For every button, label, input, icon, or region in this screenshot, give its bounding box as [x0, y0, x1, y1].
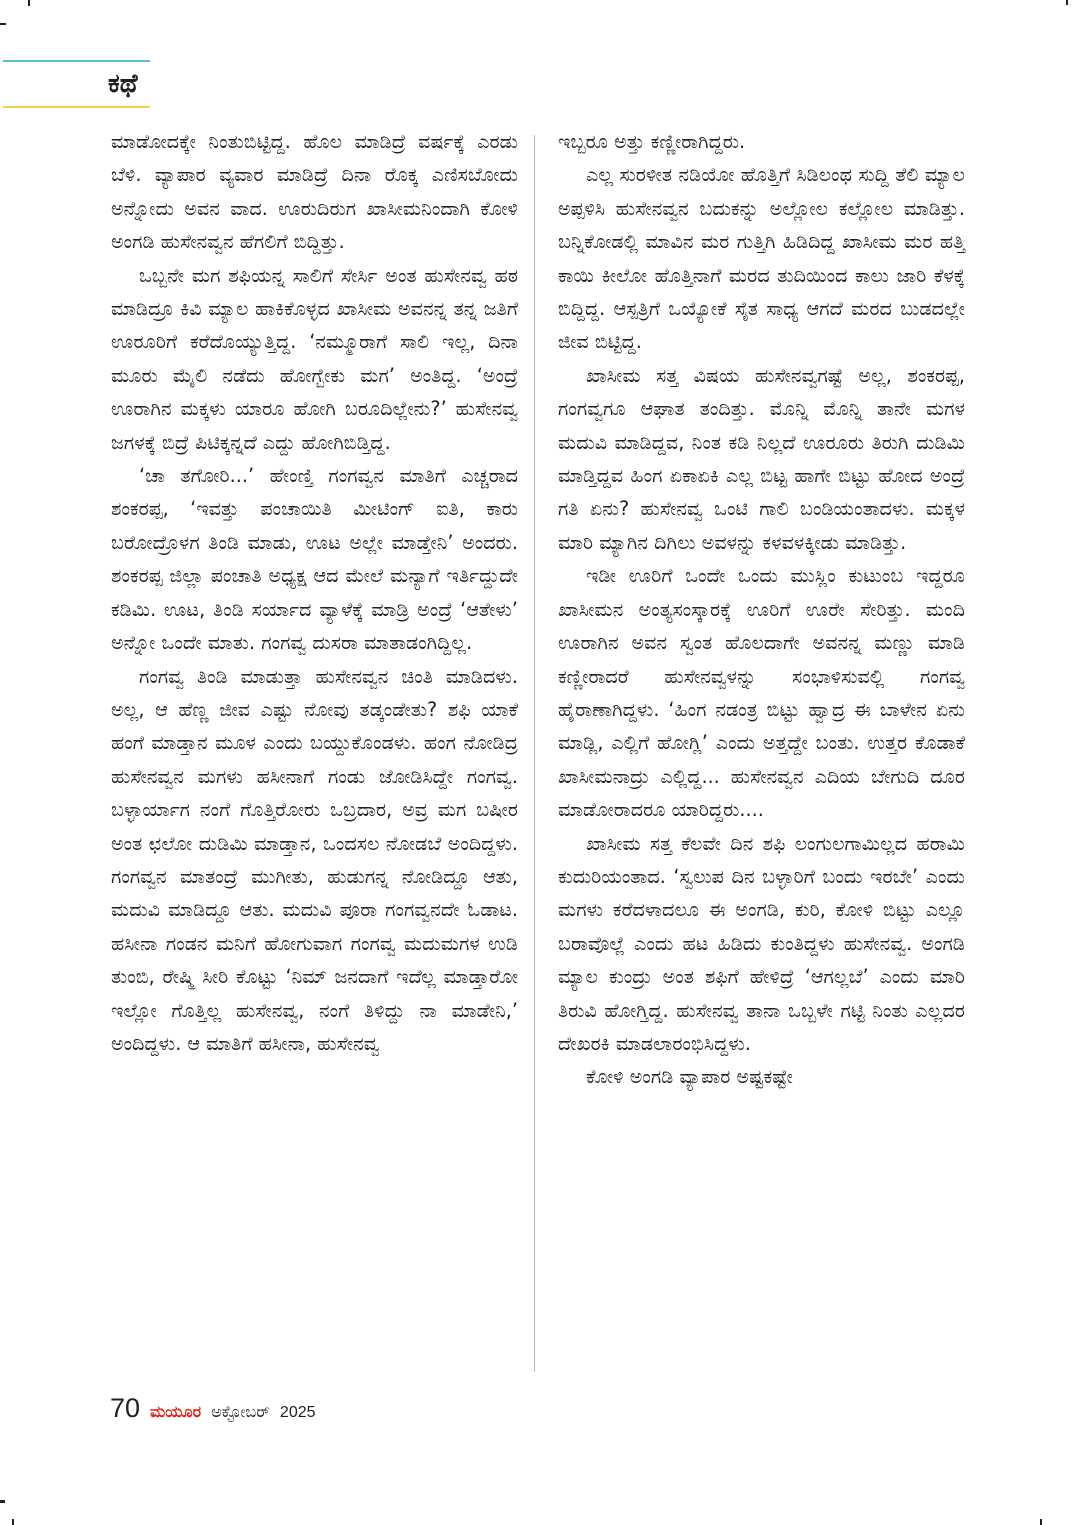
paragraph: ಖಾಸೀಮ ಸತ್ತ ವಿಷಯ ಹುಸೇನವ್ವಗಷ್ಟೆ ಅಲ್ಲ, ಶಂಕರಪ್ಪ, ಗಂಗವ್ವಗೂ ಆಘಾತ ತಂದಿತ್ತು. ಮೊನ್ನಿ ಮೊನ್ನಿ ತಾನೇ ಮಗಳ ಮದುವಿ ಮಾಡಿದ್ದವ, ನಿಂತ ಕಡಿ ನಿಲ್ಲದೆ ಊರೂರು ತಿರುಗಿ ದುಡಿಮಿ ಮಾಡ್ತಿದ್ದವ ಹಿಂಗ ಏಕಾಏಕಿ ಎಲ್ಲ ಬಿಟ್ಟ ಹಾಗೇ ಬಿಟ್ಟು ಹೋದ ಅಂದ್ರೆ ಗತಿ ಏನು? ಹುಸೇನವ್ವ ಒಂಟಿ ಗಾಲಿ ಬಂಡಿಯಂತಾದಳು. ಮಕ್ಕಳ ಮಾರಿ ಮ್ಯಾಗಿನ ದಿಗಿಲು ಅವಳನ್ನು ಕಳವಳಕ್ಕೀಡು ಮಾಡಿತ್ತು. [558, 363, 965, 554]
paragraph: ಒಬ್ಬನೇ ಮಗ ಶಫಿಯನ್ನ ಸಾಲಿಗೆ ಸೇರ್ಸಿ ಅಂತ ಹುಸೇನವ್ವ ಹಠ ಮಾಡಿದ್ರೂ ಕಿವಿ ಮ್ಯಾಲ ಹಾಕಿಕೊಳ್ಳದ ಖಾಸೀಮ ಅವನನ್ನ ತನ್ನ ಜತಿಗೆ ಊರೂರಿಗೆ ಕರೆದೊಯ್ಯುತ್ತಿದ್ದ. ‘ನಮ್ಮೂರಾಗೆ ಸಾಲಿ ಇಲ್ಲ, ದಿನಾ ಮೂರು ಮೈಲಿ ನಡೆದು ಹೋಗ್ಬೇಕು ಮಗ’ ಅಂತಿದ್ದ. ‘ಅಂದ್ರೆ ಊರಾಗಿನ ಮಕ್ಕಳು ಯಾರೂ ಹೋಗಿ ಬರೂದಿಲ್ಲೇನು?’ ಹುಸೇನವ್ವ ಜಗಳಕ್ಕೆ ಬಿದ್ರೆ ಪಿಟಿಕ್ಕನ್ನದೆ ಎದ್ದು ಹೋಗಿಬಿಡ್ತಿದ್ದ. [111, 263, 518, 454]
section-title: ಕಥೆ [108, 69, 138, 99]
paragraph: ಮಾಡೋದಕ್ಕೇ ನಿಂತುಬಿಟ್ಟಿದ್ದ. ಹೊಲ ಮಾಡಿದ್ರೆ ವರ್ಷಕ್ಕೆ ಎರಡು ಬೆಳಿ. ವ್ಯಾಪಾರ ವ್ಯವಾರ ಮಾಡಿದ್ರೆ ದಿನಾ ರೊಕ್ಕ ಎಣಿಸಬೋದು ಅನ್ನೋದು ಅವನ ವಾದ. ಊರುದಿರುಗ ಖಾಸೀಮನಿಂದಾಗಿ ಕೋಳಿ ಅಂಗಡಿ ಹುಸೇನವ್ವನ ಹೆಗಲಿಗೆ ಬಿದ್ದಿತ್ತು. [111, 130, 518, 254]
crop-mark-bottom-right-vertical [1040, 1519, 1042, 1525]
left-column [111, 125, 518, 1060]
paragraph: ಇಬ್ಬರೂ ಅತ್ತು ಕಣ್ಣೀರಾಗಿದ್ದರು. [558, 130, 746, 153]
header-rule-bottom [3, 106, 150, 108]
paragraph: ಇಡೀ ಊರಿಗೆ ಒಂದೇ ಒಂದು ಮುಸ್ಲಿಂ ಕುಟುಂಬ ಇದ್ದರೂ ಖಾಸೀಮನ ಅಂತ್ಯಸಂಸ್ಕಾರಕ್ಕೆ ಊರಿಗೆ ಊರೇ ಸೇರಿತ್ತು. ಮಂದಿ ಊರಾಗಿನ ಅವನ ಸ್ವಂತ ಹೊಲದಾಗೇ ಅವನನ್ನ ಮಣ್ಣು ಮಾಡಿ ಕಣ್ಣೀರಾದರೆ ಹುಸೇನವ್ವಳನ್ನು ಸಂಭಾಳಿಸುವಲ್ಲಿ ಗಂಗವ್ವ ಹೈರಾಣಾಗಿದ್ದಳು. ‘ಹಿಂಗ ನಡಂತ್ರ ಬಿಟ್ಟು ಹ್ವಾದ್ರ ಈ ಬಾಳೇನ ಏನು ಮಾಡ್ಲಿ, ಎಲ್ಲಿಗೆ ಹೋಗ್ಲಿ’ ಎಂದು ಅತ್ತದ್ದೇ ಬಂತು. ಉತ್ತರ ಕೊಡಾಕೆ ಖಾಸೀಮನಾದ್ರು ಎಲ್ಲಿದ್ದ... ಹುಸೇನವ್ವನ ಎದಿಯ ಬೇಗುದಿ ದೂರ ಮಾಡೋರಾದರೂ ಯಾರಿದ್ದರು.... [558, 564, 965, 822]
crop-mark-top-right-vertical [1066, 0, 1068, 5]
page-footer [110, 1393, 316, 1429]
paragraph: ಖಾಸೀಮ ಸತ್ತ ಕೆಲವೇ ದಿನ ಶಫಿ ಲಂಗುಲಗಾಮಿಲ್ಲದ ಹರಾಮಿ ಕುದುರಿಯಂತಾದ. ‘ಸ್ವಲುಪ ದಿನ ಬಳ್ಳಾರಿಗೆ ಬಂದು ಇರಬೇ’ ಎಂದು ಮಗಳು ಕರೆದಳಾದಲೂ ಈ ಅಂಗಡಿ, ಕುರಿ, ಕೋಳಿ ಬಿಟ್ಟು ಎಲ್ಲೂ ಬರಾವೊಲ್ಲೆ ಎಂದು ಹಟ ಹಿಡಿದು ಕುಂತಿದ್ದಳು ಹುಸೇನವ್ವ. ಅಂಗಡಿ ಮ್ಯಾಲ ಕುಂದ್ರು ಅಂತ ಶಫಿಗೆ ಹೇಳಿದ್ರೆ ‘ಆಗಲ್ಲಬೆ’ ಎಂದು ಮಾರಿ ತಿರುವಿ ಹೋಗ್ತಿದ್ದ. ಹುಸೇನವ್ವ ತಾನಾ ಒಬ್ಬಳೇ ಗಟ್ಟಿ ನಿಂತು ಎಲ್ಲದರ ದೇಖರಕಿ ಮಾಡಲಾರಂಭಿಸಿದ್ದಳು. [558, 831, 965, 1055]
crop-mark-bottom-left-vertical [12, 1519, 14, 1525]
paragraph: ಎಲ್ಲ ಸುರಳೀತ ನಡಿಯೋ ಹೊತ್ತಿಗೆ ಸಿಡಿಲಂಥ ಸುದ್ದಿ ತೆಲಿ ಮ್ಯಾಲ ಅಪ್ಪಳಿಸಿ ಹುಸೇನವ್ವನ ಬದುಕನ್ನು ಅಲ್ಲೋಲ ಕಲ್ಲೋಲ ಮಾಡಿತ್ತು. ಬನ್ನಿಕೋಡಲ್ಲಿ ಮಾವಿನ ಮರ ಗುತ್ತಿಗಿ ಹಿಡಿದಿದ್ದ ಖಾಸೀಮ ಮರ ಹತ್ತಿ ಕಾಯಿ ಕೀಲೋ ಹೊತ್ತಿನಾಗೆ ಮರದ ತುದಿಯಿಂದ ಕಾಲು ಜಾರಿ ಕೆಳಕ್ಕೆ ಬಿದ್ದಿದ್ದ. ಆಸ್ಪತ್ರಿಗೆ ಒಯ್ಯೋಕೆ ಸೈತ ಸಾಧ್ಯ ಆಗದೆ ಮರದ ಬುಡದಲ್ಲೇ ಜೀವ ಬಿಟ್ಟಿದ್ದ. [558, 163, 965, 354]
column-divider [534, 135, 535, 1372]
magazine-name: ಮಯೂರ [150, 1402, 202, 1421]
issue-year: 2025 [279, 1404, 316, 1421]
page-number: 70 [110, 1393, 141, 1423]
paragraph: ‘ಚಾ ತಗೋರಿ...’ ಹೇಂಣ್ತಿ ಗಂಗವ್ವನ ಮಾತಿಗೆ ಎಚ್ಚರಾದ ಶಂಕರಪ್ಪ, ‘ಇವತ್ತು ಪಂಚಾಯಿತಿ ಮೀಟಿಂಗ್ ಐತಿ, ಕಾರು ಬರೋದ್ರೊಳಗ ತಿಂಡಿ ಮಾಡು, ಊಟ ಅಲ್ಲೇ ಮಾಡ್ತೇನಿ’ ಅಂದರು. ಶಂಕರಪ್ಪ ಜಿಲ್ಲಾ ಪಂಚಾತಿ ಅಧ್ಯಕ್ಷ ಆದ ಮೇಲೆ ಮನ್ಯಾಗೆ ಇರ್ತಿದ್ದುದೇ ಕಡಿಮಿ. ಊಟ, ತಿಂಡಿ ಸರ್ಯಾದ ವ್ಯಾಳೆಕ್ಕೆ ಮಾಡ್ರಿ ಅಂದ್ರೆ ‘ಆತೇಳು’ ಅನ್ನೋ ಒಂದೇ ಮಾತು. ಗಂಗವ್ವ ದುಸರಾ ಮಾತಾಡಂಗಿದ್ದಿಲ್ಲ. [111, 464, 518, 655]
crop-mark-top-left-horizontal [0, 23, 6, 25]
paragraph: ಗಂಗವ್ವ ತಿಂಡಿ ಮಾಡುತ್ತಾ ಹುಸೇನವ್ವನ ಚಿಂತಿ ಮಾಡಿದಳು. ಅಲ್ಲ, ಆ ಹೆಣ್ಣ ಜೀವ ಎಷ್ಟು ನೋವು ತಡ್ಕಂಡೇತು? ಶಫಿ ಯಾಕೆ ಹಂಗೆ ಮಾಡ್ತಾನ ಮೂಳ ಎಂದು ಬಯ್ದುಕೊಂಡಳು. ಹಂಗ ನೋಡಿದ್ರ ಹುಸೇನವ್ವನ ಮಗಳು ಹಸೀನಾಗೆ ಗಂಡು ಜೋಡಿಸಿದ್ದೇ ಗಂಗವ್ವ. ಬಳ್ಳಾರ್ಯಾಗ ನಂಗೆ ಗೊತ್ತಿರೋರು ಒಬ್ರದಾರ, ಅವ್ರ ಮಗ ಬಷೀರ ಅಂತ ಛಲೋ ದುಡಿಮಿ ಮಾಡ್ತಾನ, ಒಂದಸಲ ನೋಡಬೆ ಅಂದಿದ್ದಳು. ಗಂಗವ್ವನ ಮಾತಂದ್ರೆ ಮುಗೀತು, ಹುಡುಗನ್ನ ನೋಡಿದ್ದೂ ಆತು, ಮದುವಿ ಮಾಡಿದ್ದೂ ಆತು. ಮದುವಿ ಪೂರಾ ಗಂಗವ್ವನದೇ ಓಡಾಟ. ಹಸೀನಾ ಗಂಡನ ಮನಿಗೆ ಹೋಗುವಾಗ ಗಂಗವ್ವ ಮದುಮಗಳ ಉಡಿ ತುಂಬಿ, ರೇಷ್ಮಿ ಸೀರಿ ಕೊಟ್ಟು ‘ನಿಮ್ ಜನದಾಗೆ ಇದೆಲ್ಲ ಮಾಡ್ತಾರೋ ಇಲ್ಲೋ ಗೊತ್ತಿಲ್ಲ ಹುಸೇನವ್ವ, ನಂಗೆ ತಿಳಿದ್ದು ನಾ ಮಾಡೇನಿ,’ ಅಂದಿದ್ದಳು. ಆ ಮಾತಿಗೆ ಹಸೀನಾ, ಹುಸೇನವ್ವ [111, 664, 518, 1055]
right-column [558, 125, 965, 1094]
crop-mark-top-left-vertical [28, 0, 30, 6]
issue-month: ಅಕ್ಟೋಬರ್ [211, 1402, 270, 1421]
header-rule-top [3, 60, 150, 62]
paragraph: ಕೋಳಿ ಅಂಗಡಿ ವ್ಯಾಪಾರ ಅಷ್ಟಕಷ್ಟೇ [586, 1065, 793, 1089]
crop-mark-bottom-left-horizontal [0, 1500, 5, 1503]
